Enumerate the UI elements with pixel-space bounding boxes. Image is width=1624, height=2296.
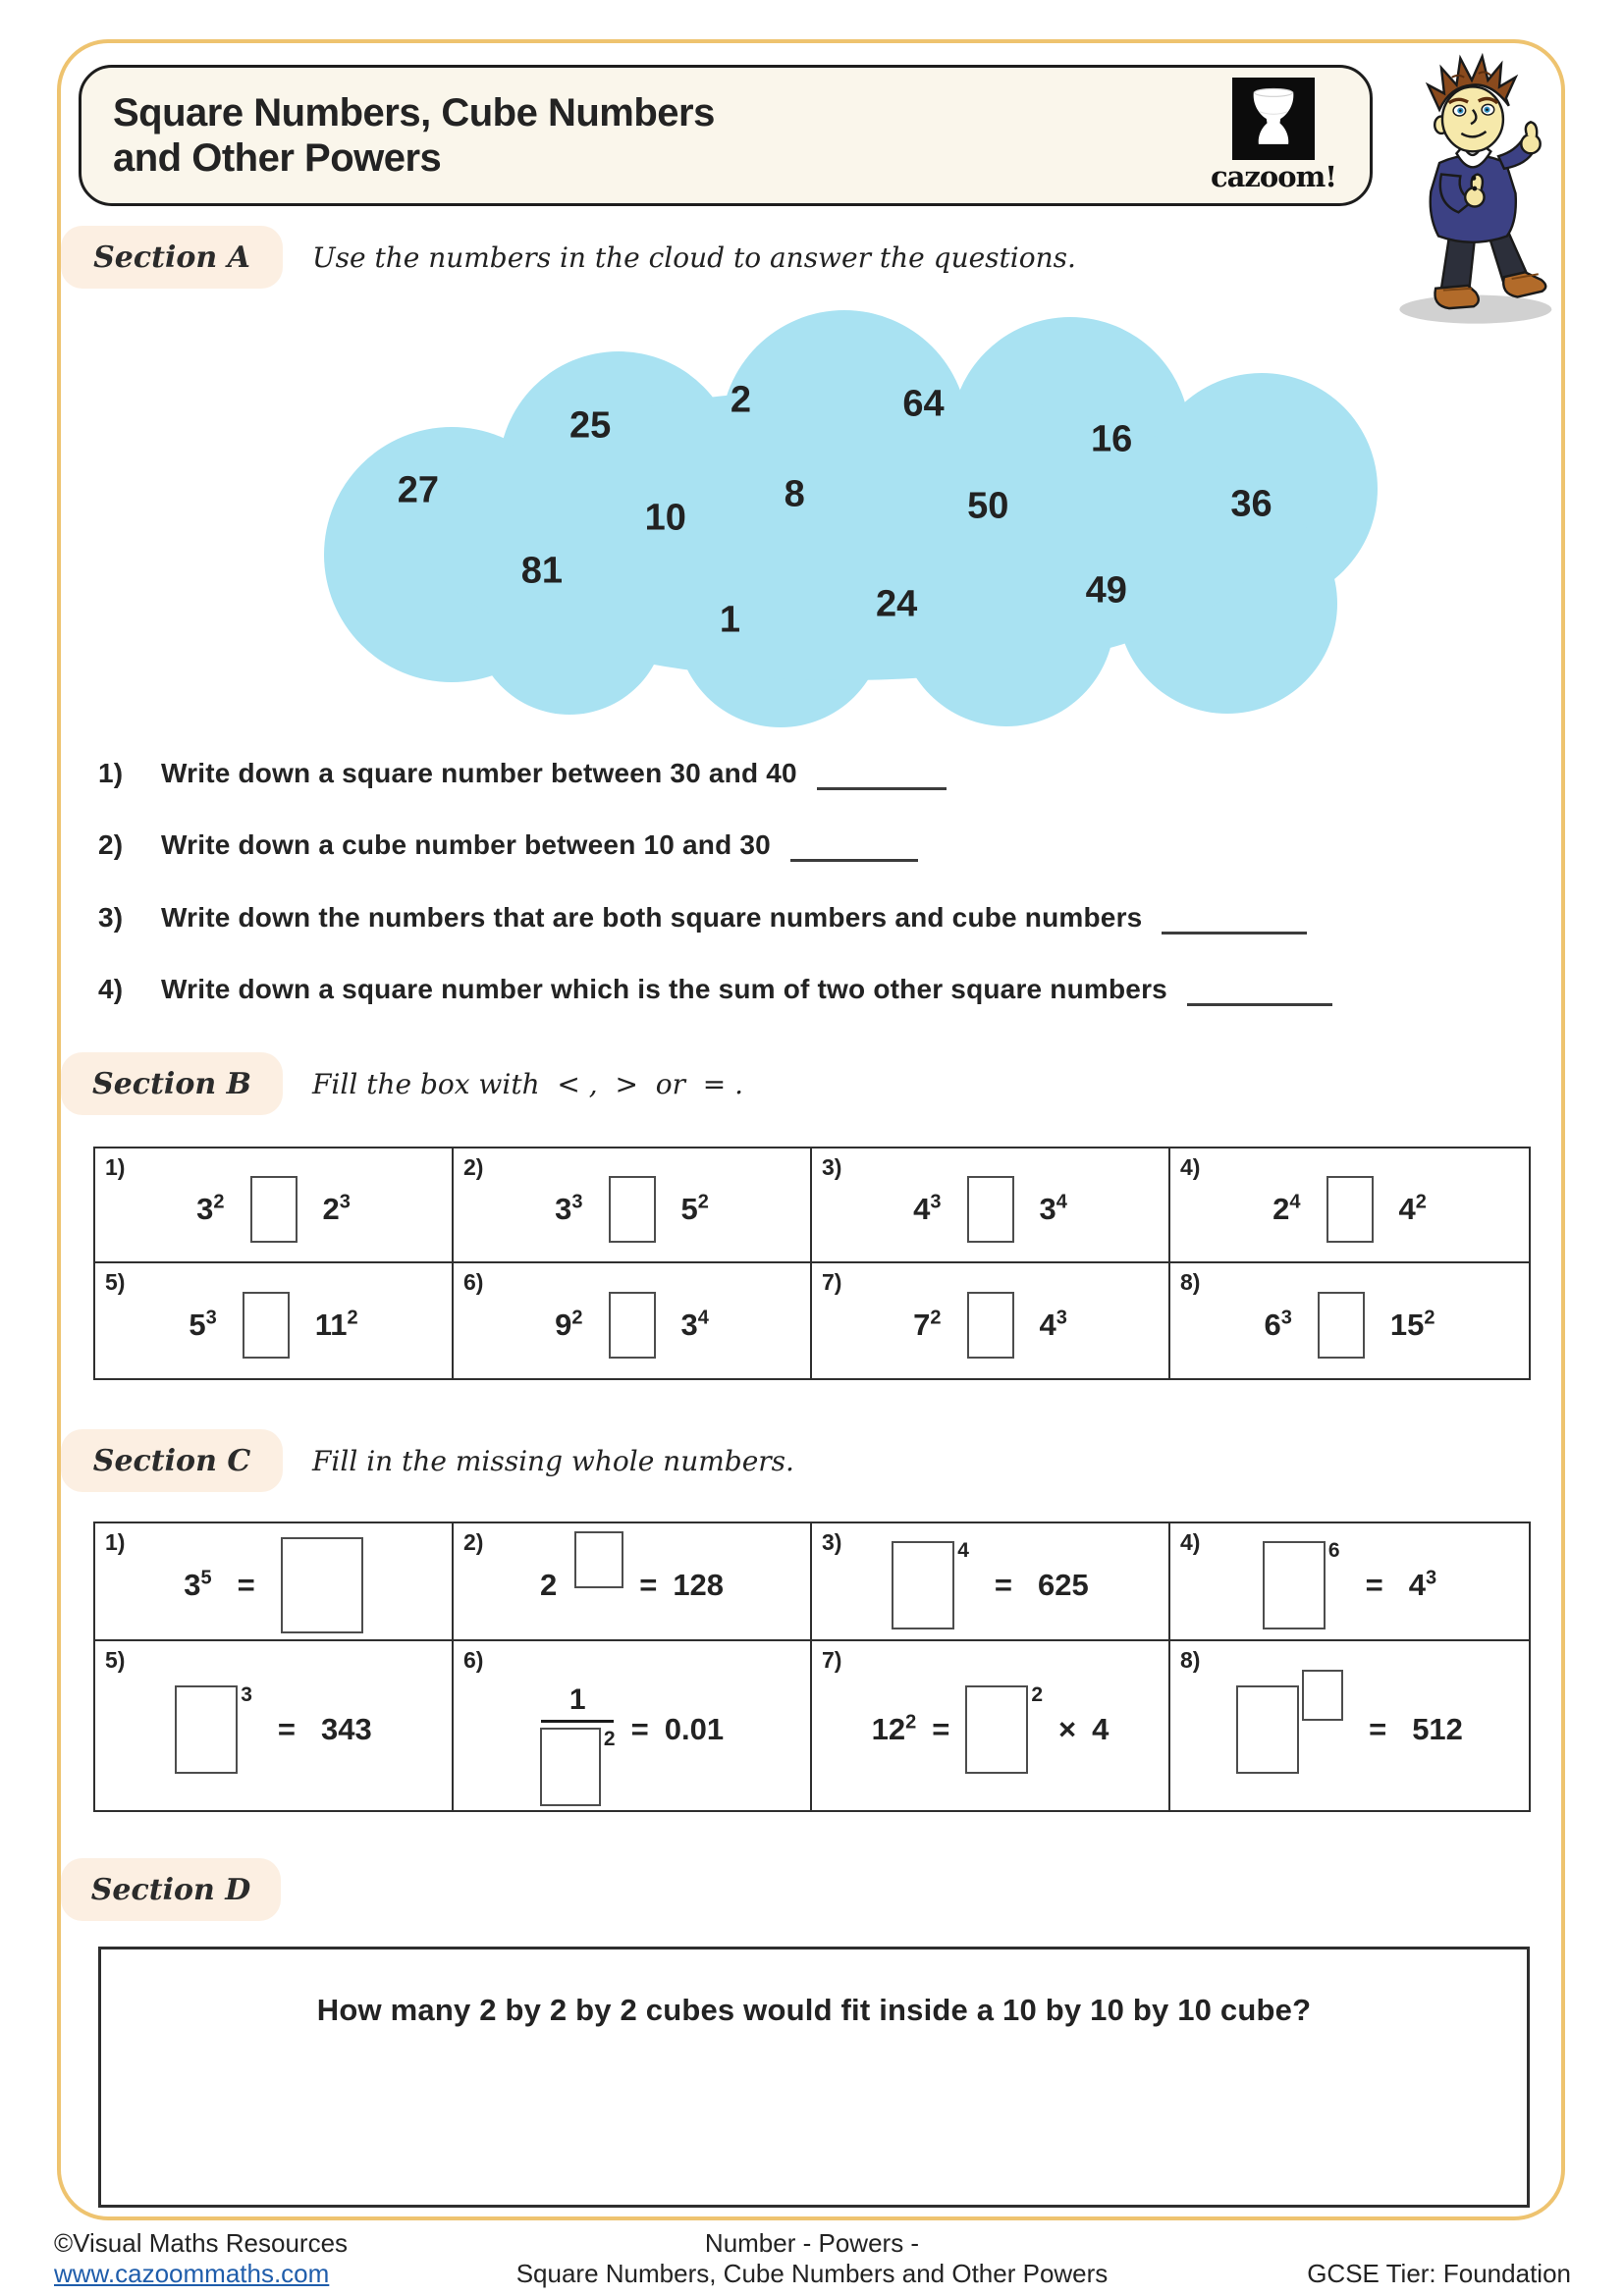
power-term: $3^5$ <box>184 1567 212 1602</box>
problem-b6 <box>454 1263 812 1378</box>
number-cloud <box>295 324 1370 717</box>
problem-number: 8) <box>1180 1647 1201 1673</box>
problem-c6 <box>454 1641 812 1810</box>
copyright-text: ©Visual Maths Resources <box>54 2228 349 2258</box>
page-title <box>113 90 715 181</box>
equals-sign: = <box>630 1712 649 1746</box>
section-d-question: How many 2 by 2 by 2 cubes would fit inside a 10 by 10 by 10 cube? <box>316 1993 1312 2027</box>
problem-number: 2) <box>463 1154 484 1180</box>
result-number: 512 <box>1412 1712 1463 1746</box>
box-power-term <box>1263 1541 1340 1629</box>
numerator: 1 <box>568 1682 586 1716</box>
cloud-number: 2 <box>730 379 751 421</box>
section-c-label: Section C <box>61 1429 283 1492</box>
answer-box <box>1318 1292 1365 1359</box>
section-d-answer-box <box>98 1947 1530 2208</box>
question-3 <box>98 900 1532 934</box>
problem-number: 6) <box>463 1647 484 1673</box>
problem-b3 <box>812 1148 1170 1263</box>
question-text: Write down the numbers that are both square numbers and cube numbers <box>161 902 1143 933</box>
cloud-number: 1 <box>719 599 741 641</box>
equals-sign: = <box>237 1568 255 1602</box>
answer-box <box>965 1685 1028 1774</box>
problem-number: 5) <box>105 1269 126 1295</box>
title-box <box>79 65 1373 206</box>
exponent: 6 <box>1327 1539 1340 1562</box>
right-operand: $4^3$ <box>1039 1307 1067 1342</box>
left-operand: $3^2$ <box>196 1191 225 1226</box>
problem-b1 <box>95 1148 454 1263</box>
box-power-term <box>965 1685 1043 1774</box>
footer-left <box>54 2228 348 2289</box>
title-line-1: Square Numbers, Cube Numbers <box>113 91 715 134</box>
problem-number: 7) <box>822 1647 842 1673</box>
exponent: 4 <box>957 1539 969 1562</box>
section-a-label: Section A <box>61 226 283 289</box>
answer-box <box>609 1176 656 1243</box>
power-term: $12^2$ <box>871 1711 917 1746</box>
question-number: 2) <box>98 829 124 860</box>
cloud-shape <box>295 324 1370 717</box>
problem-b4 <box>1170 1148 1529 1263</box>
problem-b7 <box>812 1263 1170 1378</box>
problem-number: 5) <box>105 1647 126 1673</box>
topic-line-2: Square Numbers, Cube Numbers and Other Powers <box>515 2259 1109 2288</box>
problem-c1 <box>95 1523 454 1641</box>
cazoom-logo <box>1211 78 1336 193</box>
cloud-number: 25 <box>568 404 612 447</box>
box-power-term <box>892 1541 969 1629</box>
right-operand: $3^4$ <box>680 1307 709 1342</box>
question-text: Write down a square number between 30 and 40 <box>161 758 797 788</box>
right-operand: $5^2$ <box>680 1191 709 1226</box>
answer-box <box>175 1685 238 1774</box>
problem-number: 2) <box>463 1529 484 1555</box>
cloud-number: 24 <box>876 583 918 625</box>
problem-number: 8) <box>1180 1269 1201 1295</box>
title-line-2: and Other Powers <box>113 136 442 180</box>
cloud-number: 50 <box>967 485 1009 527</box>
exponent: 2 <box>1031 1683 1044 1706</box>
problem-b8 <box>1170 1263 1529 1378</box>
power-term: $4^3$ <box>1408 1567 1437 1602</box>
problem-c3 <box>812 1523 1170 1641</box>
problem-number: 6) <box>463 1269 484 1295</box>
answer-blank <box>1187 980 1332 1006</box>
equals-sign: = <box>1369 1712 1387 1746</box>
right-operand: $15^2$ <box>1389 1307 1435 1342</box>
section-b-label: Section B <box>61 1052 283 1115</box>
base-answer-box <box>1236 1685 1299 1774</box>
left-operand: $3^3$ <box>555 1191 583 1226</box>
section-b-instruction: Fill the box with < , > or = . <box>312 1068 744 1100</box>
answer-box <box>540 1728 601 1806</box>
answer-box <box>967 1292 1014 1359</box>
result-number: 625 <box>1038 1568 1089 1602</box>
section-b-table <box>93 1147 1531 1380</box>
problem-number: 7) <box>822 1269 842 1295</box>
base-number: 2 <box>539 1568 558 1602</box>
right-operand: $4^2$ <box>1398 1191 1427 1226</box>
problem-c7 <box>812 1641 1170 1810</box>
exponent-answer-box <box>1302 1670 1343 1721</box>
problem-number: 1) <box>105 1529 126 1555</box>
cloud-number: 81 <box>520 550 563 592</box>
factor-number: 4 <box>1092 1712 1110 1746</box>
logo-wordmark: cazoom! <box>1210 160 1336 193</box>
box-power-term <box>1236 1685 1343 1774</box>
topic-line-1: Number - Powers - <box>704 2228 920 2258</box>
fraction-bar <box>541 1720 614 1723</box>
equals-sign: = <box>639 1568 658 1602</box>
left-operand: $9^2$ <box>555 1307 583 1342</box>
question-number: 1) <box>98 758 124 788</box>
question-number: 4) <box>98 974 124 1004</box>
section-c-table <box>93 1522 1531 1812</box>
equals-sign: = <box>1365 1568 1383 1602</box>
answer-box <box>281 1537 363 1633</box>
left-operand: $5^3$ <box>189 1307 217 1342</box>
question-1 <box>98 756 1532 789</box>
answer-box <box>243 1292 290 1359</box>
exponent: 2 <box>603 1727 616 1750</box>
multiply-sign: × <box>1058 1712 1077 1746</box>
equals-sign: = <box>277 1712 297 1746</box>
problem-number: 4) <box>1180 1529 1201 1555</box>
equals-sign: = <box>994 1568 1013 1602</box>
problem-c5 <box>95 1641 454 1810</box>
answer-blank <box>790 835 918 862</box>
question-4 <box>98 972 1532 1005</box>
cloud-number: 64 <box>902 383 945 425</box>
question-number: 3) <box>98 902 124 933</box>
problem-number: 3) <box>822 1529 842 1555</box>
denominator <box>540 1728 616 1806</box>
left-operand: $4^3$ <box>913 1191 942 1226</box>
fraction-term <box>540 1682 616 1806</box>
cloud-number: 27 <box>397 469 440 511</box>
footer-center <box>516 2228 1109 2289</box>
mascot-boy-character <box>1380 47 1561 336</box>
cloud-number: 10 <box>644 497 686 539</box>
section-c-instruction: Fill in the missing whole numbers. <box>312 1445 794 1477</box>
right-operand: $2^3$ <box>322 1191 351 1226</box>
problem-number: 3) <box>822 1154 842 1180</box>
answer-box <box>1326 1176 1374 1243</box>
exponent-answer-box <box>574 1531 623 1588</box>
answer-blank <box>817 764 947 790</box>
result-number: 0.01 <box>664 1712 725 1746</box>
answer-box <box>967 1176 1014 1243</box>
problem-number: 1) <box>105 1154 126 1180</box>
section-d-label: Section D <box>61 1858 281 1921</box>
cloud-number: 16 <box>1091 418 1133 460</box>
exponent: 3 <box>241 1683 252 1706</box>
problem-c4 <box>1170 1523 1529 1641</box>
problem-c2 <box>454 1523 812 1641</box>
answer-box <box>892 1541 954 1629</box>
result-number: 343 <box>321 1712 372 1746</box>
right-operand: $3^4$ <box>1039 1191 1067 1226</box>
left-operand: $7^2$ <box>913 1307 942 1342</box>
tier-label: GCSE Tier: Foundation <box>1307 2259 1571 2288</box>
problem-c8 <box>1170 1641 1529 1810</box>
answer-blank <box>1162 908 1307 934</box>
left-operand: $6^3$ <box>1264 1307 1292 1342</box>
right-operand: $11^2$ <box>314 1307 358 1342</box>
problem-b2 <box>454 1148 812 1263</box>
cloud-number: 36 <box>1230 483 1272 525</box>
answer-box <box>250 1176 298 1243</box>
website-link[interactable]: www.cazoommaths.com <box>54 2259 330 2288</box>
problem-b5 <box>95 1263 454 1378</box>
problem-number: 4) <box>1180 1154 1201 1180</box>
cloud-number: 8 <box>784 473 805 515</box>
left-operand: $2^4$ <box>1272 1191 1301 1226</box>
equals-sign: = <box>932 1712 950 1746</box>
answer-box <box>1263 1541 1326 1629</box>
question-text: Write down a cube number between 10 and 30 <box>161 829 771 860</box>
box-power-term <box>175 1685 252 1774</box>
answer-box <box>609 1292 656 1359</box>
question-text: Write down a square number which is the sum of two other square numbers <box>161 974 1167 1004</box>
cloud-number: 49 <box>1085 569 1127 612</box>
section-a-instruction: Use the numbers in the cloud to answer the questions. <box>312 241 1076 274</box>
result-number: 128 <box>673 1568 725 1602</box>
drum-icon <box>1232 78 1315 160</box>
question-2 <box>98 828 1532 861</box>
